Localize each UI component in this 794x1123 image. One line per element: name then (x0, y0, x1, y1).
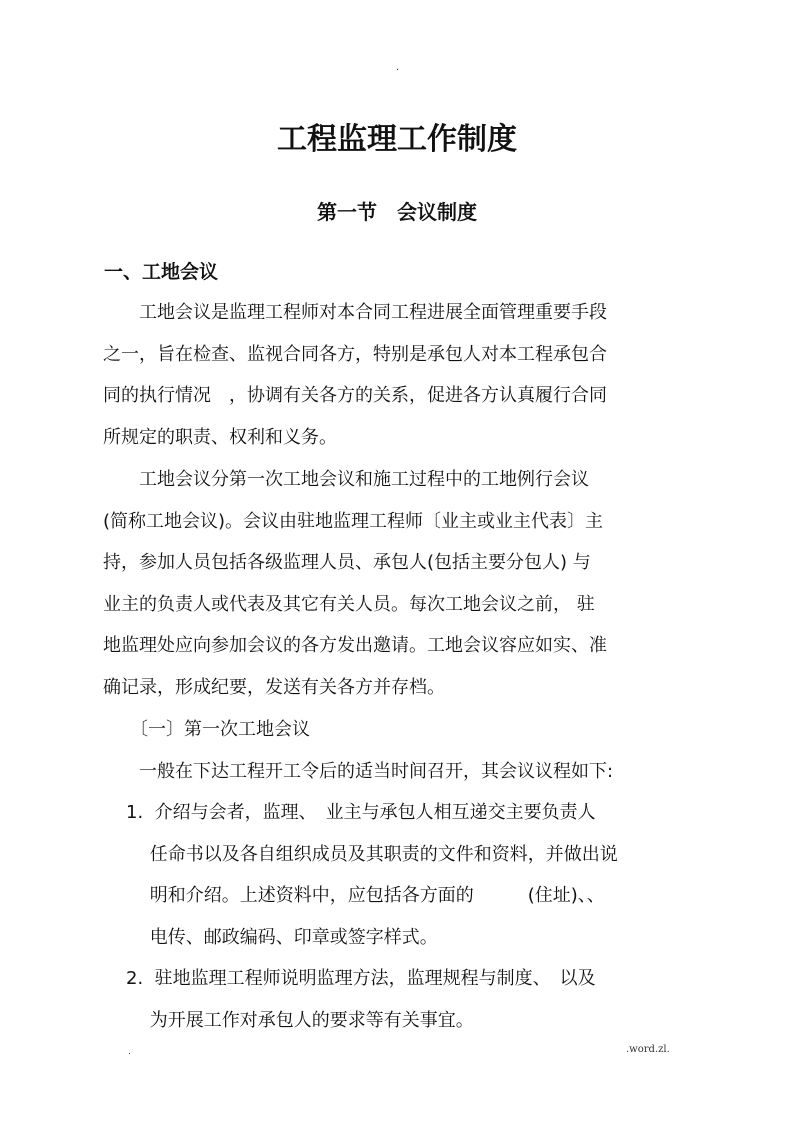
text-line: 所规定的职责、权利和义务。 (103, 426, 337, 448)
heading-site-meeting: 一、工地会议 (104, 261, 219, 283)
text-line: 业主的负责人或代表及其它有关人员。每次工地会议之前， 驻 (103, 593, 595, 615)
paragraph-site-meeting-purpose (103, 292, 703, 458)
text-line: 之一，旨在检查、监视合同各方，特别是承包人对本工程承包合 (103, 343, 607, 365)
text-line: 持，参加人员包括各级监理人员、承包人(包括主要分包人) 与 (103, 552, 591, 574)
text-line: 明和介绍。上述资料中，应包括各方面的 (住址)、、 (126, 885, 605, 907)
text-line: 确记录，形成纪要，发送有关各方并存档。 (103, 676, 445, 698)
text-line: (简称工地会议)。会议由驻地监理工程师〔业主或业主代表〕主 (103, 510, 604, 532)
document-title: 工程监理工作制度 (277, 122, 517, 157)
subsection-first-meeting (103, 709, 703, 792)
footer-mark: . (128, 1047, 131, 1057)
subsection-intro: 一般在下达工程开工令后的适当时间召开，其会议议程如下: (103, 760, 614, 782)
text-line: 2. 驻地监理工程师说明监理方法，监理规程与制度、 以及 (126, 968, 596, 989)
text-line: 同的执行情况 ，协调有关各方的关系，促进各方认真履行合同 (103, 385, 607, 407)
text-line: 1. 介绍与会者，监理、 业主与承包人相互递交主要负责人 (126, 802, 596, 823)
list-item (126, 792, 706, 958)
subsection-title: 〔一〕第一次工地会议 (103, 719, 310, 740)
footer-text: .word.zl. (626, 1044, 670, 1055)
text-line: 工地会议分第一次工地会议和施工过程中的工地例行会议 (103, 469, 589, 490)
text-line: 电传、邮政编码、印章或签字样式。 (126, 926, 438, 948)
section-title: 第一节 会议制度 (317, 200, 477, 224)
text-line: 地监理处应向参加会议的各方发出邀请。工地会议容应如实、准 (103, 635, 607, 657)
text-line: 工地会议是监理工程师对本合同工程进展全面管理重要手段 (103, 302, 607, 323)
text-line: 任命书以及各自组织成员及其职责的文件和资料，并做出说 (126, 843, 618, 865)
text-line: 为开展工作对承包人的要求等有关事宜。 (126, 1009, 474, 1031)
list-item (126, 958, 706, 1041)
paragraph-site-meeting-types (103, 459, 703, 709)
header-mark: . (396, 62, 400, 73)
